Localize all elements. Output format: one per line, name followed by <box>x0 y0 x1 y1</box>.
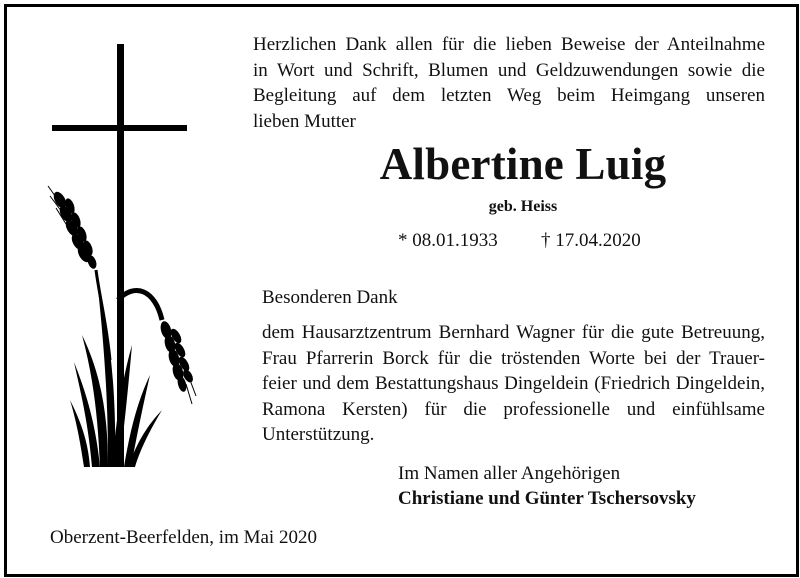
thanks-heading: Besonderen Dank <box>262 287 398 308</box>
intro-line: Herzlichen Dank allen für die lieben Beweise der Anteilnahme <box>253 34 765 55</box>
birth-date: * 08.01.1933 <box>398 230 498 251</box>
cross-with-wheat-icon <box>40 40 210 475</box>
thanks-line: Unterstützung. <box>262 424 375 445</box>
thanks-line: dem Hausarztzentrum Bernhard Wagner für die gute Betreuung, <box>262 322 765 343</box>
thanks-line: Frau Pfarrerin Borck für die tröstenden Worte bei der Trauer- <box>262 347 765 369</box>
deceased-name: Albertine Luig <box>379 139 667 189</box>
signature-on-behalf: Im Namen aller Angehörigen <box>398 463 621 484</box>
maiden-name: geb. Heiss <box>488 198 558 215</box>
thanks-text <box>262 320 765 448</box>
place-date: Oberzent-Beerfelden, im Mai 2020 <box>50 527 317 548</box>
intro-line: in Wort und Schrift, Blumen und Geldzuwendungen sowie die <box>253 59 765 81</box>
thanks-line: feier und dem Bestattungshaus Dingeldein (Friedrich Dingeldein, <box>262 373 765 394</box>
intro-line: Begleitung auf dem letzten Weg beim Heimgang unseren <box>253 85 765 106</box>
death-date: † 17.04.2020 <box>541 230 641 251</box>
thanks-line: Ramona Kersten) für die professionelle und einfühlsame <box>262 398 765 420</box>
intro-line: lieben Mutter <box>253 110 356 132</box>
signature-names: Christiane und Günter Tschersovsky <box>398 488 696 509</box>
intro-text <box>253 32 765 134</box>
